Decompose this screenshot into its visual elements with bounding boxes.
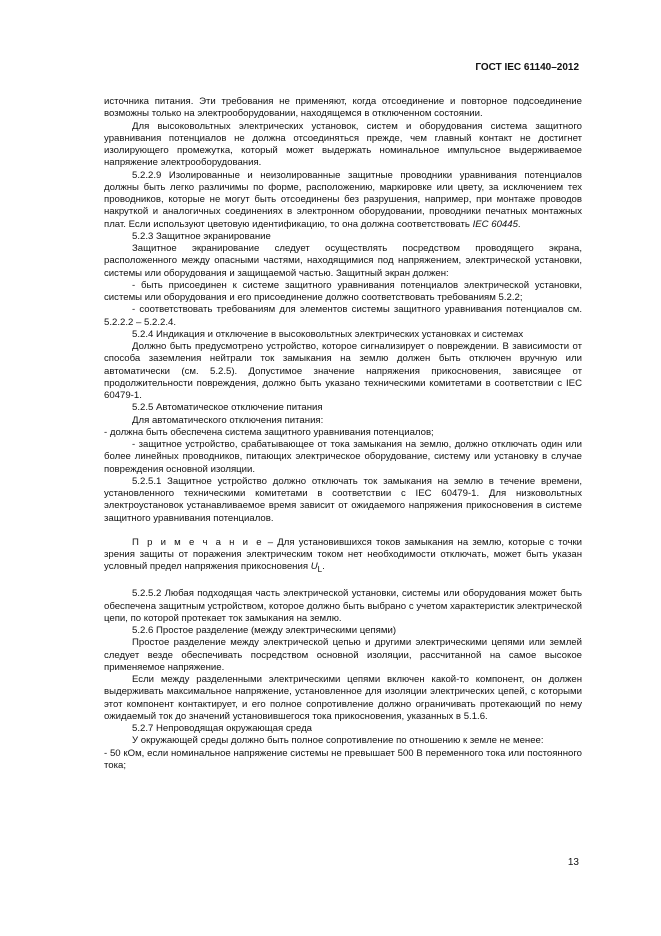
list-item: - соответствовать требованиям для элементов системы защитного уравнивания потенциалов см. 5.2.2.2 – 5.2.2.4. — [104, 304, 582, 328]
section-heading: 5.2.6 Простое разделение (между электрическими цепями) — [132, 625, 397, 637]
paragraph: 5.2.2.9 Изолированные и неизолированные защитные проводники уравнивания потенциалов должны быть легко различимы по форме, расположению, маркировке или цвету, за исключением тех проводников, которые не могут быть отсоединены без разрушения, например, при монтаже проводов накруткой и аналогичных соединениях в электронном оборудовании, проводники печатных монтажных плат. Если используют цветовую идентификацию, то она должна соответствовать IEC 60445. — [104, 169, 582, 230]
paragraph: Для высоковольтных электрических установок, систем и оборудования система защитного уравнивания потенциалов не должна отсоединяться прежде, чем главный контакт не достигнет изолирующего промежутка, который может выдержать номинальное импульсное выдерживаемое напряжение электрооборудования. — [104, 120, 582, 169]
voltage-subscript: L — [317, 565, 323, 575]
paragraph: Должно быть предусмотрено устройство, которое сигнализирует о повреждении. В зависимости от способа заземления нейтрали ток замыкания на землю должен быть отключен вручную или автоматически (см. 5.2.5). Допустимое значение напряжения прикосновения, зависящее от продолжительности повреждения, должно быть указано техническими комитетами в соответствии с IEC 60479-1. — [104, 341, 582, 401]
section-heading: 5.2.3 Защитное экранирование — [132, 230, 271, 242]
list-item: - защитное устройство, срабатывающее от тока замыкания на землю, должно отключать один или более линейных проводников, питающих электрическое оборудование, систему или установку в случае повреждения основной изоляции. — [104, 439, 582, 475]
list-item: - 50 кОм, если номинальное напряжение системы не превышает 500 В переменного тока или постоянного тока; — [104, 747, 582, 771]
paragraph-text: 5.2.2.9 Изолированные и неизолированные защитные проводники уравнивания потенциалов должны быть легко различимы по форме, расположению, маркировке или цвету, за исключением тех проводников, которые не могут быть отсоединены без разрушения, например, при монтаже проводов накруткой и аналогичных соединениях в электронном оборудовании, проводники печатных монтажных плат. Если используют цветовую идентификацию, то она должна соответствовать — [104, 169, 582, 230]
list-item: - должна быть обеспечена система защитного уравнивания потенциалов; — [104, 426, 434, 438]
paragraph: Простое разделение между электрической цепью и другими электрическими цепями или землей следует везде обеспечивать посредством основной изоляции, рассчитанной на самое высокое применяемое напряжение. — [104, 637, 582, 673]
paragraph: источника питания. Эти требования не применяют, когда отсоединение и повторное подсоединение возможны только на электрооборудовании, находящемся в отключенном состоянии. — [104, 96, 582, 120]
section-heading: 5.2.5 Автоматическое отключение питания — [132, 402, 323, 414]
voltage-symbol: U — [310, 561, 318, 573]
document-header: ГОСТ IEC 61140–2012 — [475, 62, 579, 73]
standard-reference: IEC 60445 — [472, 218, 518, 230]
note-text: – Для установившихся токов замыкания на землю, которые с точки зрения защиты от поражения электрическим током нет необходимости отключать, может быть указан условный предел напряжения прикосновения — [104, 536, 582, 573]
paragraph: 5.2.5.1 Защитное устройство должно отключать ток замыкания на землю в течение времени, установленного техническими комитетами в соответствии с IEC 60479-1. Для низковольтных электроустановок устанавливаемое время зависит от ожидаемого напряжения прикосновения в системе защитного уравнивания потенциалов. — [104, 475, 582, 524]
document-body — [104, 96, 582, 772]
section-heading: 5.2.4 Индикация и отключение в высоковольтных электрических установках и системах — [132, 328, 524, 340]
section-heading: 5.2.7 Непроводящая окружающая среда — [132, 723, 313, 735]
paragraph: Для автоматического отключения питания: — [132, 414, 324, 426]
list-item: - быть присоединен к системе защитного уравнивания потенциалов электрической установки, системы или оборудования и его присоединение должно соответствовать требованиям 5.2.2; — [104, 279, 582, 303]
page-number: 13 — [567, 857, 579, 868]
paragraph: 5.2.5.2 Любая подходящая часть электрической установки, системы или оборудования может быть обеспечена защитным устройством, которое должно быть выбрано с учетом характеристик электрической цепи, по которой протекает ток замыкания на землю. — [104, 588, 582, 624]
note: П р и м е ч а н и е – Для установившихся токов замыкания на землю, которые с точки зрения защиты от поражения электрическим током нет необходимости отключать, может быть указан условный предел напряжения прикосновения $U_L$. — [104, 536, 582, 575]
paragraph: Защитное экранирование следует осуществлять посредством проводящего экрана, расположенного между опасными частями, находящимися под напряжением, электрической установки, системы или оборудования и защищаемой частью. Защитный экран должен: — [104, 243, 582, 279]
paragraph: У окружающей среды должно быть полное сопротивление по отношению к земле не менее: — [132, 735, 544, 747]
paragraph: Если между разделенными электрическими цепями включен какой-то компонент, он должен выдерживать максимальное напряжение, установленное для изоляции электрических цепей, с которыми этот компонент контактирует, и его полное сопротивление должно ограничивать протекающий по нему ожидаемый ток до значений установившегося тока прикосновения, указанных в 5.1.6. — [104, 674, 582, 722]
note-label: П р и м е ч а н и е — [132, 536, 264, 548]
